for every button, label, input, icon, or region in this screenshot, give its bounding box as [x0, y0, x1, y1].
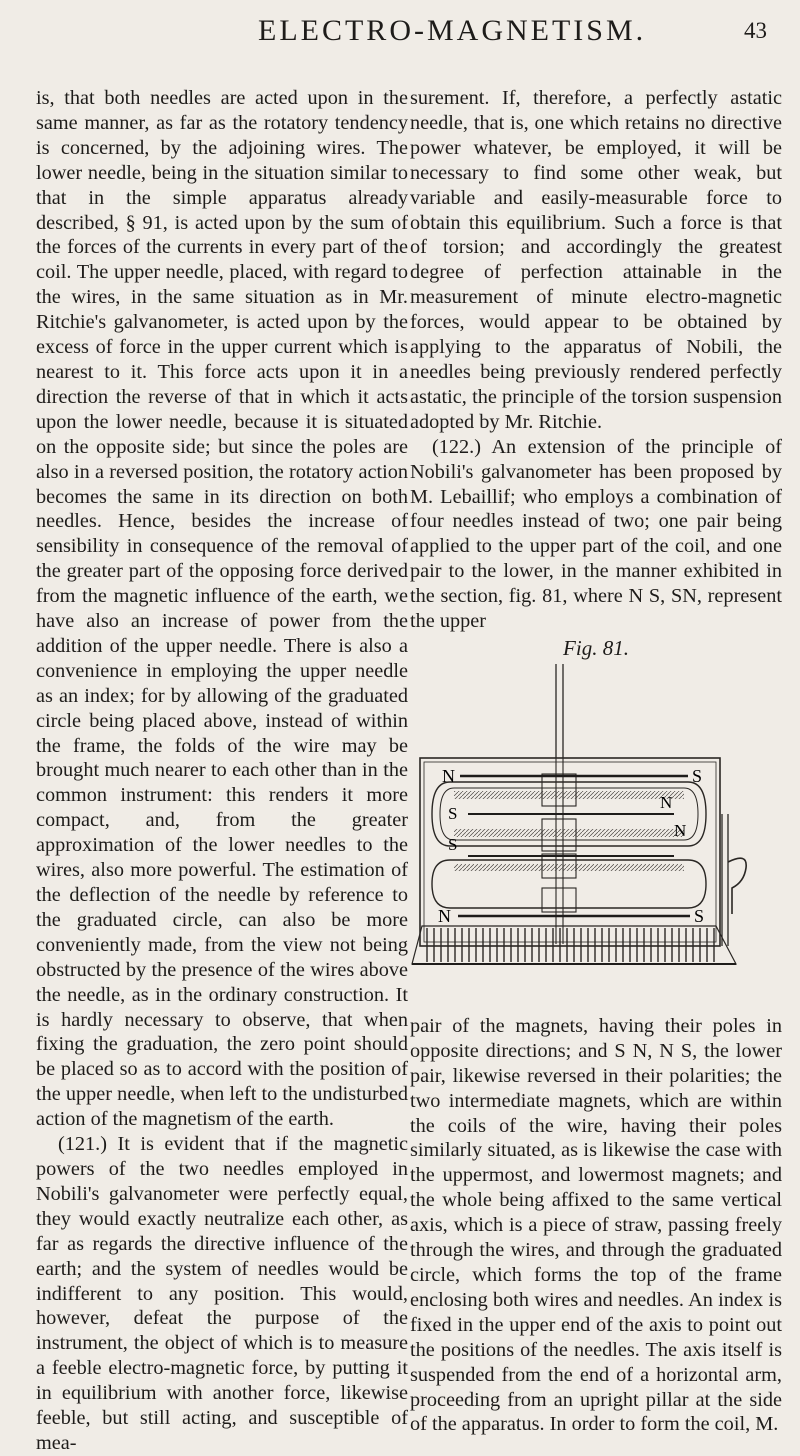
right-column	[410, 86, 782, 1437]
lower-coil	[432, 854, 706, 912]
left-paragraph-2: (121.) It is evident that if the magnetic powers of the two needles employed in Nobili's galvanometer were perfectly equal, they would exactly neutralize each other, as far as regards the directive influence of the earth; and the system of needles would be indifferent to any position. This would, however, defeat the purpose of the instrument, the object of which is to measure a feeble electro-magnetic force, by putting it in equilibrium with another force, likewise feeble, but still acting, and susceptible of mea-	[36, 1133, 408, 1454]
upper-needle	[442, 766, 702, 786]
figure-caption: Fig. 81.	[563, 635, 629, 660]
lower-needle-south-label: S	[694, 905, 705, 926]
galvanometer-section-figure	[410, 664, 782, 1014]
inner-upper-needle-south-label: S	[448, 803, 458, 823]
right-paragraph-1: surement. If, therefore, a perfectly astatic needle, that is, one which retains no directive power whatever, be employed, it will be necessary to find some other weak, but variable and easily-measurable force to obtain this equilibrium. Such a force is that of torsion; and accordingly the greatest degree of perfection attainable in the measurement of minute electro-magnetic forces, would appear to be obtained by applying to the apparatus of Nobili, the needles being previously rendered perfectly astatic, the principle of the torsion suspension adopted by Mr. Ritchie.	[410, 87, 782, 433]
inner-lower-needle-south-label: S	[448, 834, 458, 854]
frame	[420, 758, 720, 946]
upper-needle-south-label: S	[692, 765, 703, 786]
lower-needle	[438, 906, 704, 926]
right-paragraph-2: (122.) An extension of the principle of Nobili's galvanometer has been proposed by M. Lebaillif; who employs a combination of four needles instead of two; one pair being applied to the upper part of the coil, and one pair to the lower, in the manner exhibited in the section, fig. 81, where N S, SN, represent the upper	[410, 435, 782, 633]
upper-needle-north-label: N	[442, 765, 455, 786]
left-paragraph-1: is, that both needles are acted upon in the same manner, as far as the rotatory tendency is concerned, by the adjoining wires. The lower needle, being in the situation similar to that in the simple apparatus already described, § 91, is acted upon by the sum of the forces of the currents in every part of the coil. The upper needle, placed, with regard to the wires, in the same situation as in Mr. Ritchie's galvanometer, is acted upon by the excess of force in the upper current which is nearest to it. This force acts upon it in a direction the reverse of that in which it acts upon the lower needle, because it is situated on the opposite side; but since the poles are also in a reversed position, the rotatory action becomes the same in its direction on both needles. Hence, besides the increase of sensibility in consequence of the removal of the greater part of the opposing force derived from the magnetic influence of the earth, we have also an increase of power from the addition of the upper needle. There is also a convenience in employing the upper needle as an index; for by allowing of the graduated circle being placed above, instead of within the frame, the folds of the wire may be brought much nearer to each other than in the common instrument: this renders it more compact, and, from the greater approximation of the lower needles to the wires, also more powerful. The estimation of the deflection of the needle by reference to the graduated circle, can also be more conveniently made, from the view not being obstructed by the presence of the wires above the needle, as in the ordinary construction. It is hardly necessary to observe, that when fixing the graduation, the zero point should be placed so as to accord with the position of the upper needle, when left to the undisturbed action of the magnetism of the earth.	[36, 87, 408, 1131]
page-number: 43	[744, 18, 767, 43]
left-column	[36, 86, 408, 1456]
inner-lower-needle-north-label: N	[674, 820, 687, 840]
upper-coil	[432, 774, 706, 851]
right-paragraph-3: pair of the magnets, having their poles in opposite directions; and S N, N S, the lower pair, likewise reversed in their polarities; the two intermediate magnets, which are within the coils of the wire, having their poles similarly situated, as is likewise the case with the uppermost, and lowermost magnets; and the whole being affixed to the same vertical axis, which is a piece of straw, passing freely through the wires, and through the graduated circle, which forms the top of the frame enclosing both wires and needles. An index is fixed in the upper end of the axis to point out the positions of the needles. The axis itself is suspended from the end of a horizontal arm, proceeding from an upright pillar at the side of the apparatus. In order to form the coil, M.	[410, 1014, 782, 1436]
page-header	[0, 14, 800, 74]
running-title: ELECTRO-MAGNETISM.	[258, 14, 647, 47]
inner-upper-needle-north-label: N	[660, 792, 673, 812]
side-pillar	[722, 814, 746, 946]
lower-needle-north-label: N	[438, 905, 451, 926]
suspension-axis	[556, 664, 563, 944]
graduated-base	[412, 926, 736, 964]
